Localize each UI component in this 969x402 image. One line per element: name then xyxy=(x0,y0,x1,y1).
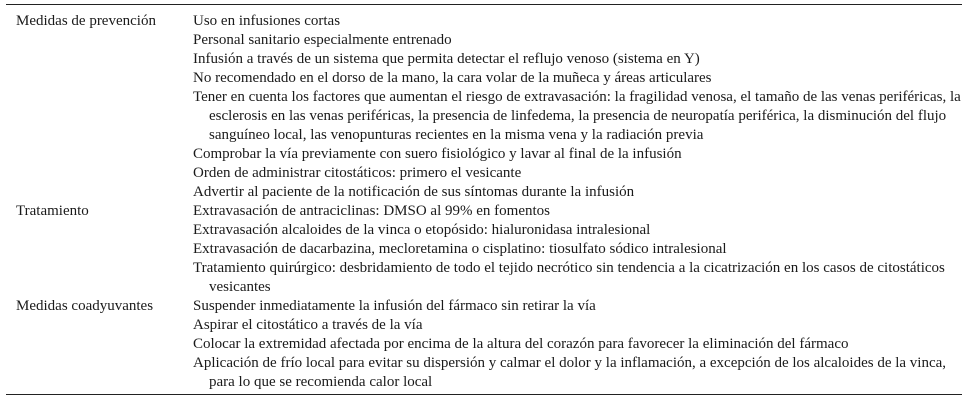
list-item: Orden de administrar citostáticos: primero el vesicante xyxy=(193,165,522,181)
measures-table xyxy=(6,4,962,395)
list-item: Advertir al paciente de la notificación de sus síntomas durante la infusión xyxy=(193,184,635,200)
list-item: Comprobar la vía previamente con suero fisiológico y lavar al final de la infusión xyxy=(193,146,682,162)
list-item: No recomendado en el dorso de la mano, la cara volar de la muñeca y áreas articulares xyxy=(193,70,712,86)
list-item: Personal sanitario especialmente entrenado xyxy=(193,32,452,48)
section-label-prevention: Medidas de prevención xyxy=(16,13,156,29)
list-item: Extravasación de dacarbazina, mecloretamina o cisplatino: tiosulfato sódico intralesional xyxy=(193,241,727,257)
list-item: Uso en infusiones cortas xyxy=(193,13,341,29)
list-item: Infusión a través de un sistema que permita detectar el reflujo venoso (sistema en Y) xyxy=(193,51,700,67)
list-item: Colocar la extremidad afectada por encima de la altura del corazón para favorecer la eliminación del fármaco xyxy=(193,336,849,352)
list-item: Tratamiento quirúrgico: desbridamiento de todo el tejido necrótico sin tendencia a la cicatrización en los casos de citostáticos vesicantes xyxy=(193,260,945,295)
list-item: Aspirar el citostático a través de la vía xyxy=(193,317,423,333)
list-item: Extravasación de antraciclinas: DMSO al 99% en fomentos xyxy=(193,203,550,219)
list-item: Aplicación de frío local para evitar su dispersión y calmar el dolor y la inflamación, a excepción de los alcaloides de la vinca, para lo que se recomienda calor local xyxy=(193,355,947,390)
list-item: Extravasación alcaloides de la vinca o etopósido: hialuronidasa intralesional xyxy=(193,222,651,238)
section-label-treatment: Tratamiento xyxy=(16,203,89,219)
section-label-adjuvant: Medidas coadyuvantes xyxy=(16,298,154,314)
list-item: Tener en cuenta los factores que aumentan el riesgo de extravasación: la fragilidad venosa, el tamaño de las venas periféricas, la esclerosis en las venas periféricas, la presencia de linfedema, la presencia de neuropatía periférica, la disminución del flujo sanguíneo local, las venopunturas recientes en la misma vena y la radiación previa xyxy=(193,89,961,143)
list-item: Suspender inmediatamente la infusión del fármaco sin retirar la vía xyxy=(193,298,596,314)
